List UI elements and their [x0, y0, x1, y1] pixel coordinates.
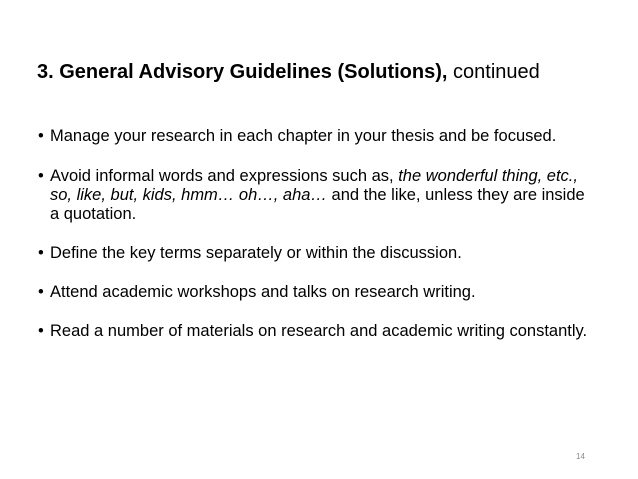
bullet-item-avoid-informal: [38, 167, 598, 224]
bullet-text-before: Avoid informal words and expressions such as,: [50, 167, 399, 185]
bullet-text-after: and the like, unless they are inside a quotation.: [50, 186, 585, 223]
bullet-item-attend-workshops: [38, 283, 598, 302]
slide-title: [37, 60, 607, 84]
bullet-text: Attend academic workshops and talks on research writing.: [50, 283, 476, 301]
bullet-marker: •: [38, 283, 44, 301]
slide-title-bold: 3. General Advisory Guidelines (Solutions),: [37, 61, 448, 83]
bullet-item-read-materials: [38, 322, 598, 341]
bullet-text: Read a number of materials on research and academic writing constantly.: [50, 322, 588, 340]
bullet-marker: •: [38, 167, 44, 185]
bullet-text: [50, 167, 585, 223]
page-number: 14: [576, 452, 585, 461]
bullet-text: Manage your research in each chapter in your thesis and be focused.: [50, 127, 557, 145]
bullet-text: Define the key terms separately or within the discussion.: [50, 244, 462, 262]
slide-title-suffix: continued: [453, 61, 540, 83]
bullet-item-define-terms: [38, 244, 598, 263]
bullet-marker: •: [38, 127, 44, 145]
bullet-item-manage-research: [38, 127, 598, 146]
bullet-marker: •: [38, 244, 44, 262]
bullet-marker: •: [38, 322, 44, 340]
bullet-text-italic-examples: the wonderful thing, etc., so, like, but, kids, hmm… oh…, aha…: [50, 167, 578, 204]
bullet-list: [38, 127, 598, 341]
